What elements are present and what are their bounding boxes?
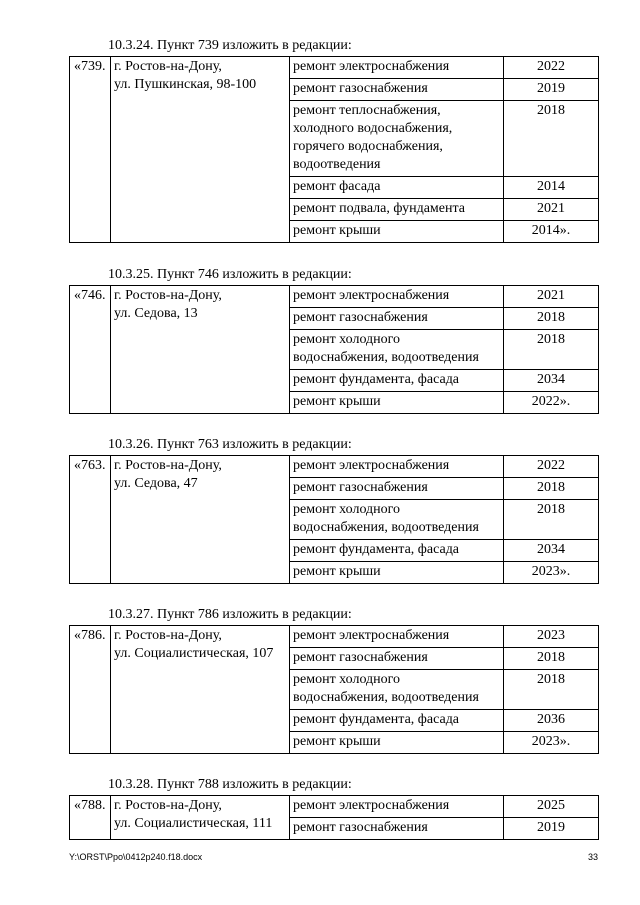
repair-year: 2023». [504, 732, 599, 754]
address-city: г. Ростов-на-Дону, [114, 288, 222, 303]
section-heading: 10.3.28. Пункт 788 изложить в редакции: [108, 777, 352, 792]
repair-year: 2018 [504, 330, 599, 370]
item-table [69, 625, 599, 754]
address-street: ул. Пушкинская, 98-100 [114, 77, 257, 92]
repair-work: ремонт холодного водоснабжения, водоотведения [290, 500, 504, 540]
repair-work: ремонт электроснабжения [290, 456, 504, 478]
section-heading: 10.3.24. Пункт 739 изложить в редакции: [108, 38, 352, 53]
repair-year: 2019 [504, 79, 599, 101]
address-street: ул. Седова, 13 [114, 306, 198, 321]
repair-year: 2022 [504, 456, 599, 478]
repair-year: 2025 [504, 796, 599, 818]
repair-year: 2034 [504, 540, 599, 562]
repair-work: ремонт электроснабжения [290, 626, 504, 648]
item-number: «763. [70, 456, 111, 584]
repair-work: ремонт газоснабжения [290, 79, 504, 101]
repair-year: 2018 [504, 648, 599, 670]
repair-year: 2018 [504, 500, 599, 540]
repair-year: 2019 [504, 818, 599, 840]
repair-year: 2023 [504, 626, 599, 648]
table-row [70, 456, 599, 478]
table-row [70, 286, 599, 308]
repair-year: 2036 [504, 710, 599, 732]
repair-year: 2018 [504, 478, 599, 500]
address-cell [111, 456, 290, 584]
repair-work: ремонт теплоснабжения, холодного водоснабжения, горячего водоснабжения, водоотведения [290, 101, 504, 177]
repair-work: ремонт фундамента, фасада [290, 370, 504, 392]
item-table [69, 56, 599, 243]
item-number: «786. [70, 626, 111, 754]
repair-year: 2034 [504, 370, 599, 392]
table-row [70, 626, 599, 648]
section-heading: 10.3.26. Пункт 763 изложить в редакции: [108, 437, 352, 452]
repair-year: 2023». [504, 562, 599, 584]
repair-work: ремонт холодного водоснабжения, водоотведения [290, 330, 504, 370]
address-city: г. Ростов-на-Дону, [114, 798, 222, 813]
item-number: «746. [70, 286, 111, 414]
repair-work: ремонт электроснабжения [290, 57, 504, 79]
item-table [69, 795, 599, 840]
repair-year: 2022». [504, 392, 599, 414]
address-cell [111, 626, 290, 754]
repair-work: ремонт холодного водоснабжения, водоотведения [290, 670, 504, 710]
repair-work: ремонт крыши [290, 221, 504, 243]
address-street: ул. Социалистическая, 107 [114, 646, 274, 661]
repair-work: ремонт крыши [290, 392, 504, 414]
address-street: ул. Социалистическая, 111 [114, 816, 273, 831]
repair-work: ремонт газоснабжения [290, 818, 504, 840]
repair-work: ремонт крыши [290, 562, 504, 584]
repair-year: 2021 [504, 199, 599, 221]
item-table [69, 285, 599, 414]
repair-year: 2014 [504, 177, 599, 199]
address-cell [111, 796, 290, 840]
repair-year: 2022 [504, 57, 599, 79]
repair-work: ремонт газоснабжения [290, 308, 504, 330]
item-number: «788. [70, 796, 111, 840]
section-heading: 10.3.27. Пункт 786 изложить в редакции: [108, 607, 352, 622]
table-row [70, 796, 599, 818]
repair-work: ремонт газоснабжения [290, 648, 504, 670]
repair-work: ремонт электроснабжения [290, 286, 504, 308]
repair-work: ремонт фундамента, фасада [290, 540, 504, 562]
repair-year: 2018 [504, 101, 599, 177]
repair-year: 2018 [504, 308, 599, 330]
repair-year: 2014». [504, 221, 599, 243]
footer-page-number: 33 [587, 852, 598, 862]
address-city: г. Ростов-на-Дону, [114, 59, 222, 74]
address-cell [111, 286, 290, 414]
repair-work: ремонт газоснабжения [290, 478, 504, 500]
repair-year: 2021 [504, 286, 599, 308]
item-table [69, 455, 599, 584]
repair-work: ремонт подвала, фундамента [290, 199, 504, 221]
address-street: ул. Седова, 47 [114, 476, 198, 491]
table-row [70, 57, 599, 79]
item-number: «739. [70, 57, 111, 243]
address-cell [111, 57, 290, 243]
section-heading: 10.3.25. Пункт 746 изложить в редакции: [108, 267, 352, 282]
footer-file-path: Y:\ORST\Ppo\0412p240.f18.docx [69, 852, 203, 862]
address-city: г. Ростов-на-Дону, [114, 458, 222, 473]
repair-work: ремонт фундамента, фасада [290, 710, 504, 732]
repair-work: ремонт фасада [290, 177, 504, 199]
repair-work: ремонт крыши [290, 732, 504, 754]
address-city: г. Ростов-на-Дону, [114, 628, 222, 643]
repair-work: ремонт электроснабжения [290, 796, 504, 818]
repair-year: 2018 [504, 670, 599, 710]
